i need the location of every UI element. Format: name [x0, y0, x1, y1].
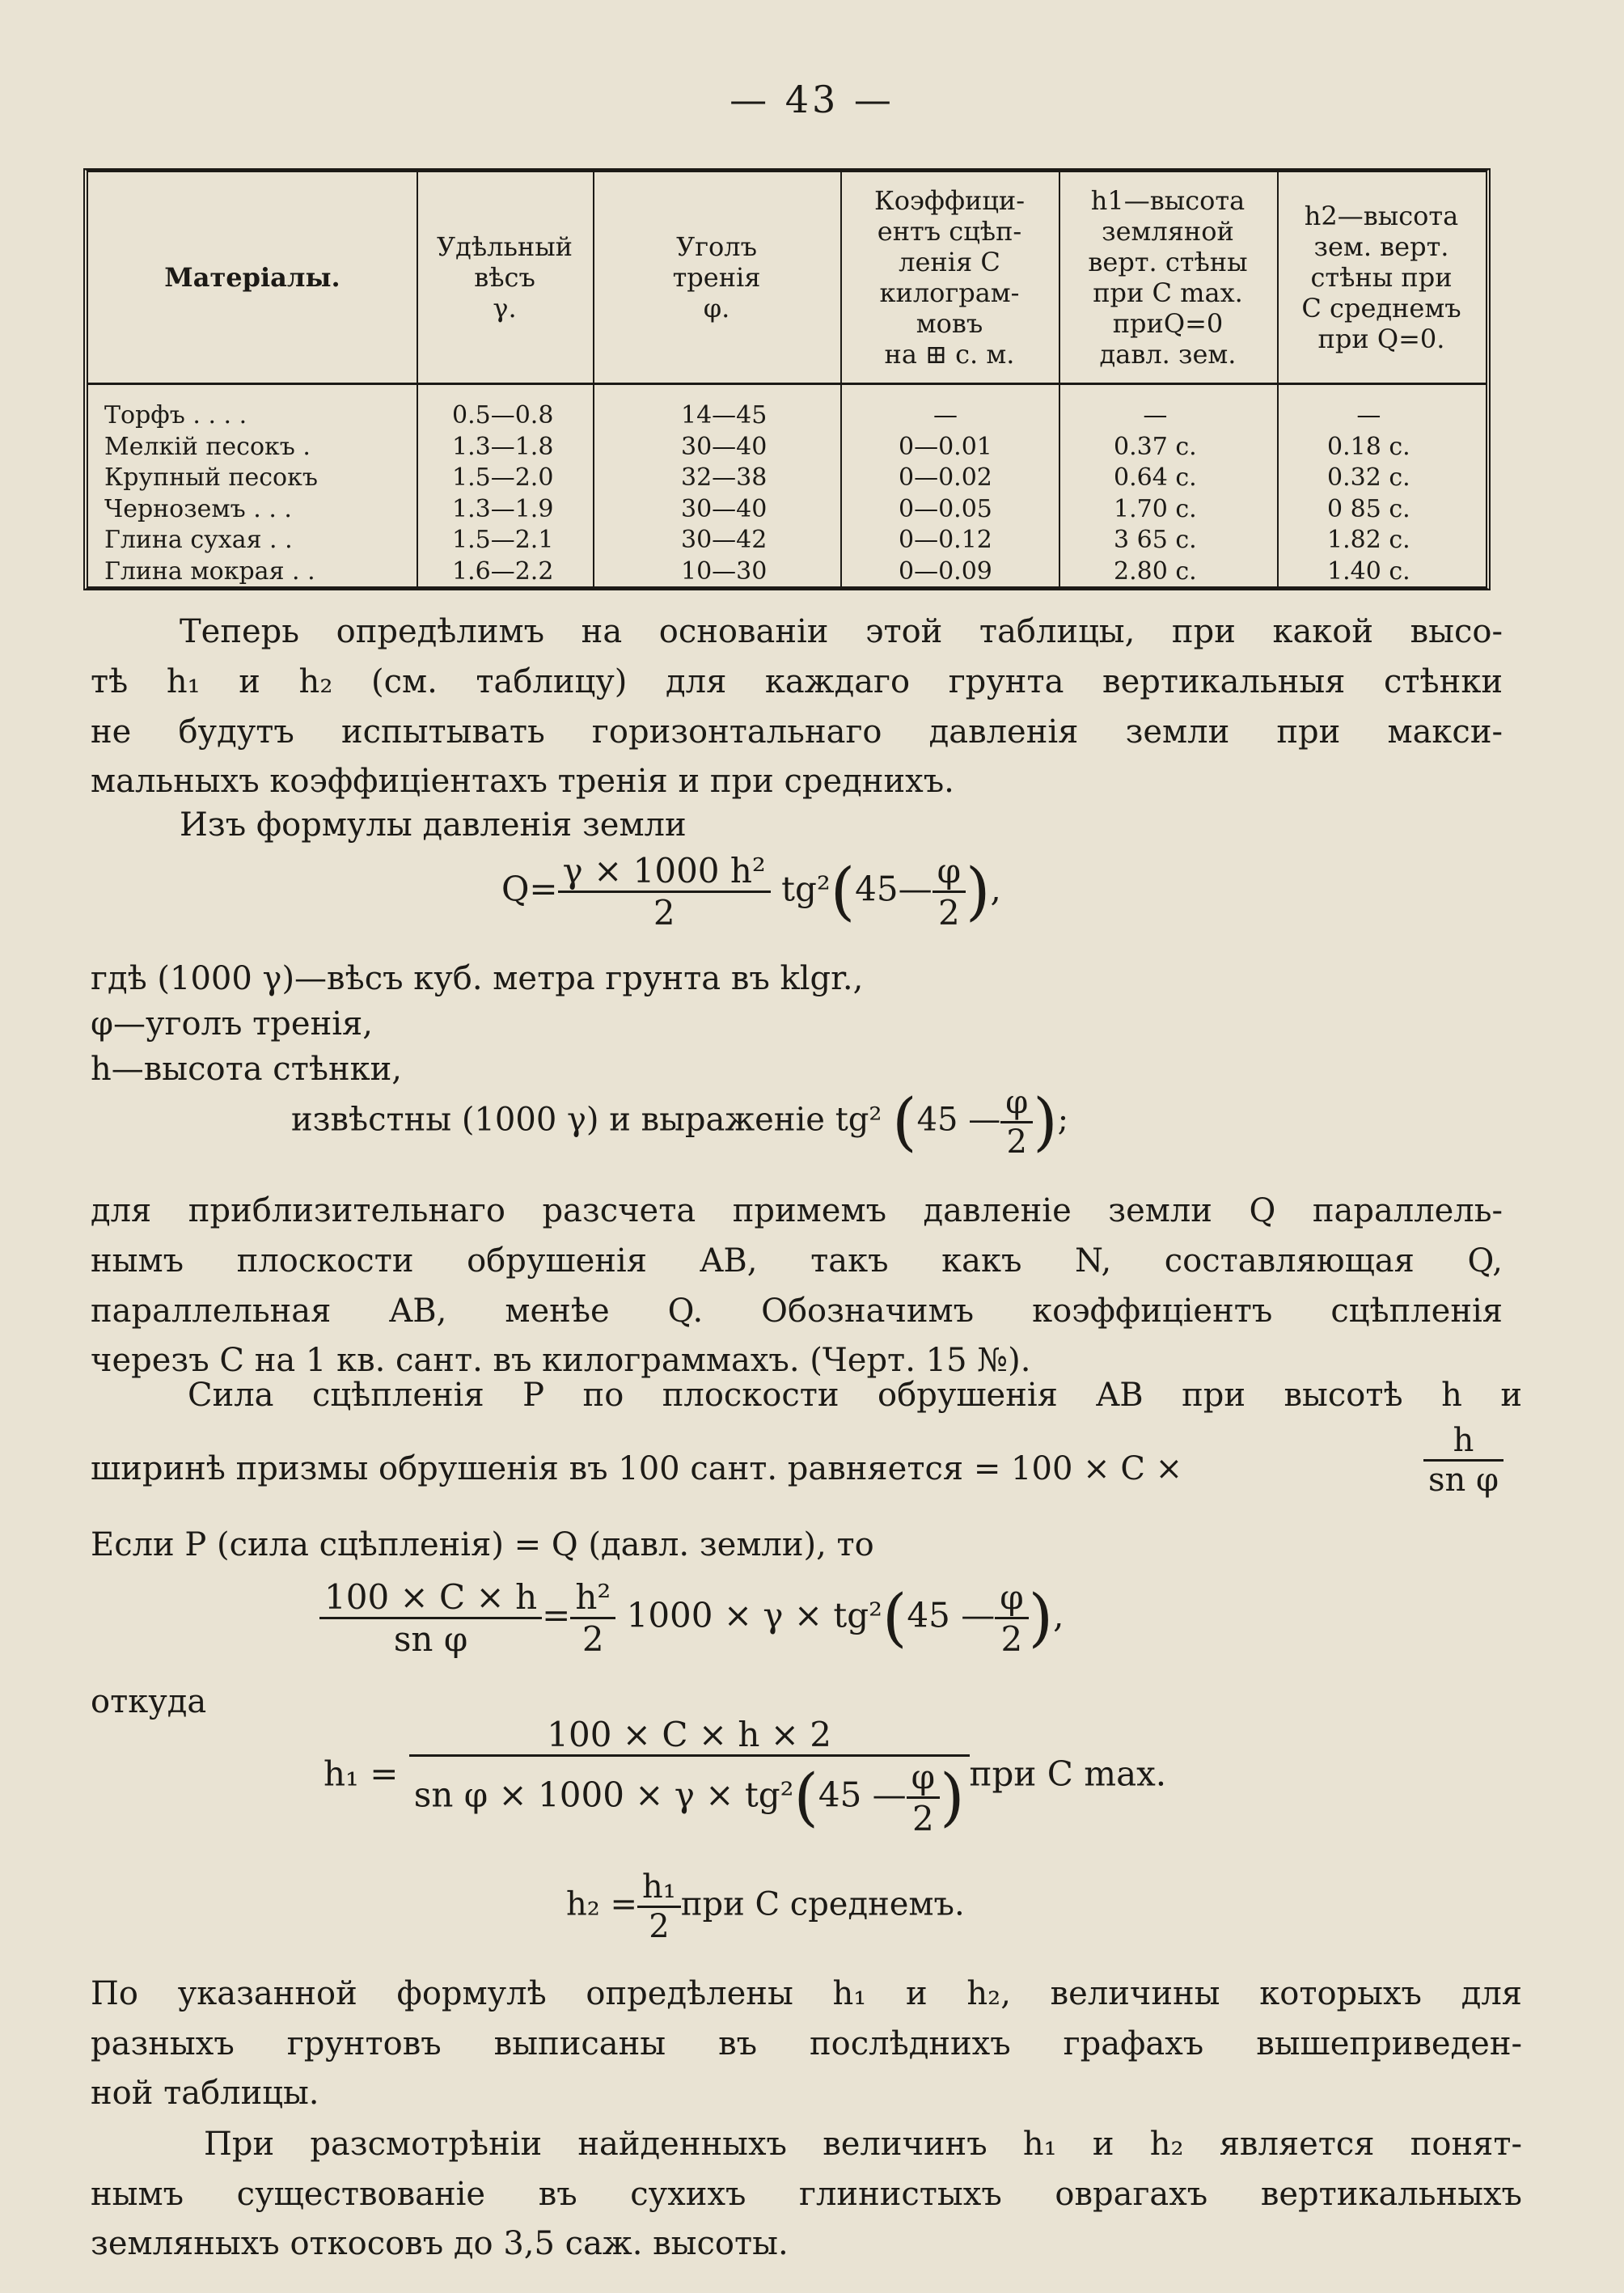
formula-denominator: sn φ	[1428, 1462, 1499, 1499]
formula-equality: $\frac{100 \times C \times h}{\text{sn φ}}$ = $\frac{\text{h²}}{2}$ 1000 × γ × tg²(45 — $\frac{\varphi}{2}$ ),	[319, 1577, 1064, 1659]
formula-numerator: φ	[1000, 1084, 1033, 1123]
text-line: нымъ существованіе въ сухихъ глинистыхъ оврагахъ вертикальныхъ	[91, 2176, 1522, 2213]
column-friction: 14—45 30—40 32—38 30—40 30—42 10—30	[681, 401, 768, 586]
formula-part: ,	[990, 869, 1001, 909]
formula-part: 45 —	[907, 1595, 996, 1635]
text-line: ной таблицы.	[91, 2075, 319, 2112]
text-line: для приблизительнаго разсчета примемъ давленіе земли Q параллель-	[91, 1192, 1503, 1229]
column-materials: Торфъ . . . . Мелкій песокъ . Крупный песокъ Черноземъ . . . Глина сухая . . Глина мокрая . .	[104, 401, 318, 586]
formula-numerator: φ	[907, 1757, 940, 1799]
formula-earth-pressure: Q= $\frac{\text{γ × 1000 h²}}{2}$ tg²(45— $\frac{\varphi}{2}$ ),	[501, 851, 1001, 933]
text-line: ширинѣ призмы обрушенія въ 100 сант. равняется = 100 × C ×	[91, 1450, 1183, 1487]
formula-denominator: 2	[1006, 1123, 1027, 1161]
column-h1: — 0.37 с. 0.64 с. 1.70 с. 3 65 с. 2.80 с.	[1114, 401, 1197, 586]
text-line: земляныхъ откосовъ до 3,5 саж. высоты.	[91, 2225, 789, 2262]
column-weights: 0.5—0.8 1.3—1.8 1.5—2.0 1.3—1.9 1.5—2.1 1.6—2.2	[452, 401, 554, 586]
formula-cohesion-fraction	[1423, 1422, 1503, 1499]
formula-part: h₂ =	[566, 1885, 638, 1923]
formula-part: h₁ =	[324, 1754, 399, 1794]
page-number: — 43 —	[730, 78, 894, 121]
formula-part: =	[542, 1595, 571, 1635]
formula-part: 1000 × γ × tg²	[626, 1595, 882, 1635]
formula-h1: h₁ = 100 × C × h × 2 sn φ × 1000 × γ × tg²(45 — $\frac{\varphi}{2}$ ) при C max.	[324, 1715, 1167, 1838]
column-cohesion: — 0—0.01 0—0.02 0—0.05 0—0.12 0—0.09	[899, 401, 992, 586]
formula-part: Q=	[501, 869, 558, 909]
text-line: По указанной формулѣ опредѣлены h₁ и h₂, величины которыхъ для	[91, 1975, 1522, 2012]
formula-numerator: 100 × C × h	[319, 1577, 542, 1619]
formula-denominator: 2	[582, 1619, 604, 1659]
text-line: Теперь опредѣлимъ на основаніи этой таблицы, при какой высо-	[180, 613, 1503, 650]
text-line: нымъ плоскости обрушенія AB, такъ какъ N, составляющая Q,	[91, 1242, 1503, 1280]
formula-denominator: 2	[653, 893, 675, 933]
text-line: не будутъ испытывать горизонтальнаго давленія земли при макси-	[91, 713, 1503, 751]
formula-numerator: 100 × C × h × 2	[409, 1715, 970, 1757]
formula-denominator: sn φ	[393, 1619, 468, 1659]
text-line: разныхъ грунтовъ выписаны въ послѣднихъ графахъ вышеприведен-	[91, 2025, 1522, 2062]
text-line: Если P (сила сцѣпленія) = Q (давл. земли), то	[91, 1526, 874, 1563]
header-cohesion: Коэффици- ентъ сцѣп- ленія C килограм- мовъ на ⊞ с. м.	[873, 185, 1026, 370]
formula-part: при C среднемъ.	[680, 1885, 965, 1923]
text-line: параллельная AB, менѣе Q. Обозначимъ коэффиціентъ сцѣпленія	[91, 1292, 1503, 1330]
formula-part: 45 —	[818, 1775, 907, 1815]
text-line: мальныхъ коэффиціентахъ тренія и при среднихъ.	[91, 763, 954, 800]
formula-numerator: h₁	[637, 1868, 681, 1908]
text-line: откуда	[91, 1683, 207, 1720]
text-line: h—высота стѣнки,	[91, 1051, 402, 1088]
formula-numerator: h²	[570, 1577, 615, 1619]
formula-denominator: 2	[912, 1799, 934, 1838]
formula-denominator: 2	[937, 893, 960, 933]
formula-part: при C max.	[969, 1754, 1167, 1794]
formula-part: 45 —	[916, 1101, 1001, 1139]
formula-numerator: h	[1423, 1422, 1503, 1462]
formula-numerator: φ	[933, 851, 966, 893]
formula-numerator: γ × 1000 h²	[558, 851, 771, 893]
header-friction: Уголъ тренія φ.	[672, 231, 761, 324]
formula-denominator: sn φ × 1000 × γ × tg²	[413, 1775, 794, 1815]
header-divider	[88, 383, 1486, 385]
formula-numerator: φ	[995, 1577, 1028, 1619]
text-line: Сила сцѣпленія P по плоскости обрушенія AB при высотѣ h и	[188, 1377, 1522, 1414]
text-line: черезъ C на 1 кв. сант. въ килограммахъ. (Черт. 15 №).	[91, 1342, 1031, 1379]
formula-h2	[566, 1868, 965, 1945]
header-h1: h1—высота земляной верт. стѣны при C max. приQ=0 давл. зем.	[1088, 185, 1248, 370]
formula-part: tg²	[781, 869, 831, 909]
header-materials: Матеріалы.	[164, 262, 340, 293]
text-line: тѣ h₁ и h₂ (см. таблицу) для каждаго грунта вертикальныя стѣнки	[91, 663, 1503, 700]
column-h2: — 0.18 с. 0.32 с. 0 85 с. 1.82 с. 1.40 с.	[1327, 401, 1410, 586]
text-line: φ—уголъ тренія,	[91, 1005, 373, 1043]
materials-table	[83, 168, 1491, 590]
text-line: При разсмотрѣніи найденныхъ величинъ h₁ и h₂ является понят-	[204, 2126, 1522, 2163]
formula-part: извѣстны (1000 γ) и выраженіе tg²	[291, 1101, 882, 1139]
text-line: гдѣ (1000 γ)—вѣсъ куб. метра грунта въ klgr.,	[91, 960, 864, 997]
formula-part: 45—	[855, 869, 933, 909]
formula-known: извѣстны (1000 γ) и выраженіе tg² (45 — $\frac{\varphi}{2}$ );	[291, 1084, 1069, 1161]
formula-part: ,	[1053, 1595, 1064, 1635]
formula-denominator: 2	[1000, 1619, 1023, 1659]
header-h2: h2—высота зем. верт. стѣны при C среднемъ при Q=0.	[1301, 201, 1461, 354]
header-weight: Удѣльный вѣсъ γ.	[437, 231, 573, 324]
formula-part: ;	[1057, 1101, 1069, 1139]
formula-denominator: 2	[649, 1908, 670, 1945]
text-line: Изъ формулы давленія земли	[180, 806, 687, 844]
